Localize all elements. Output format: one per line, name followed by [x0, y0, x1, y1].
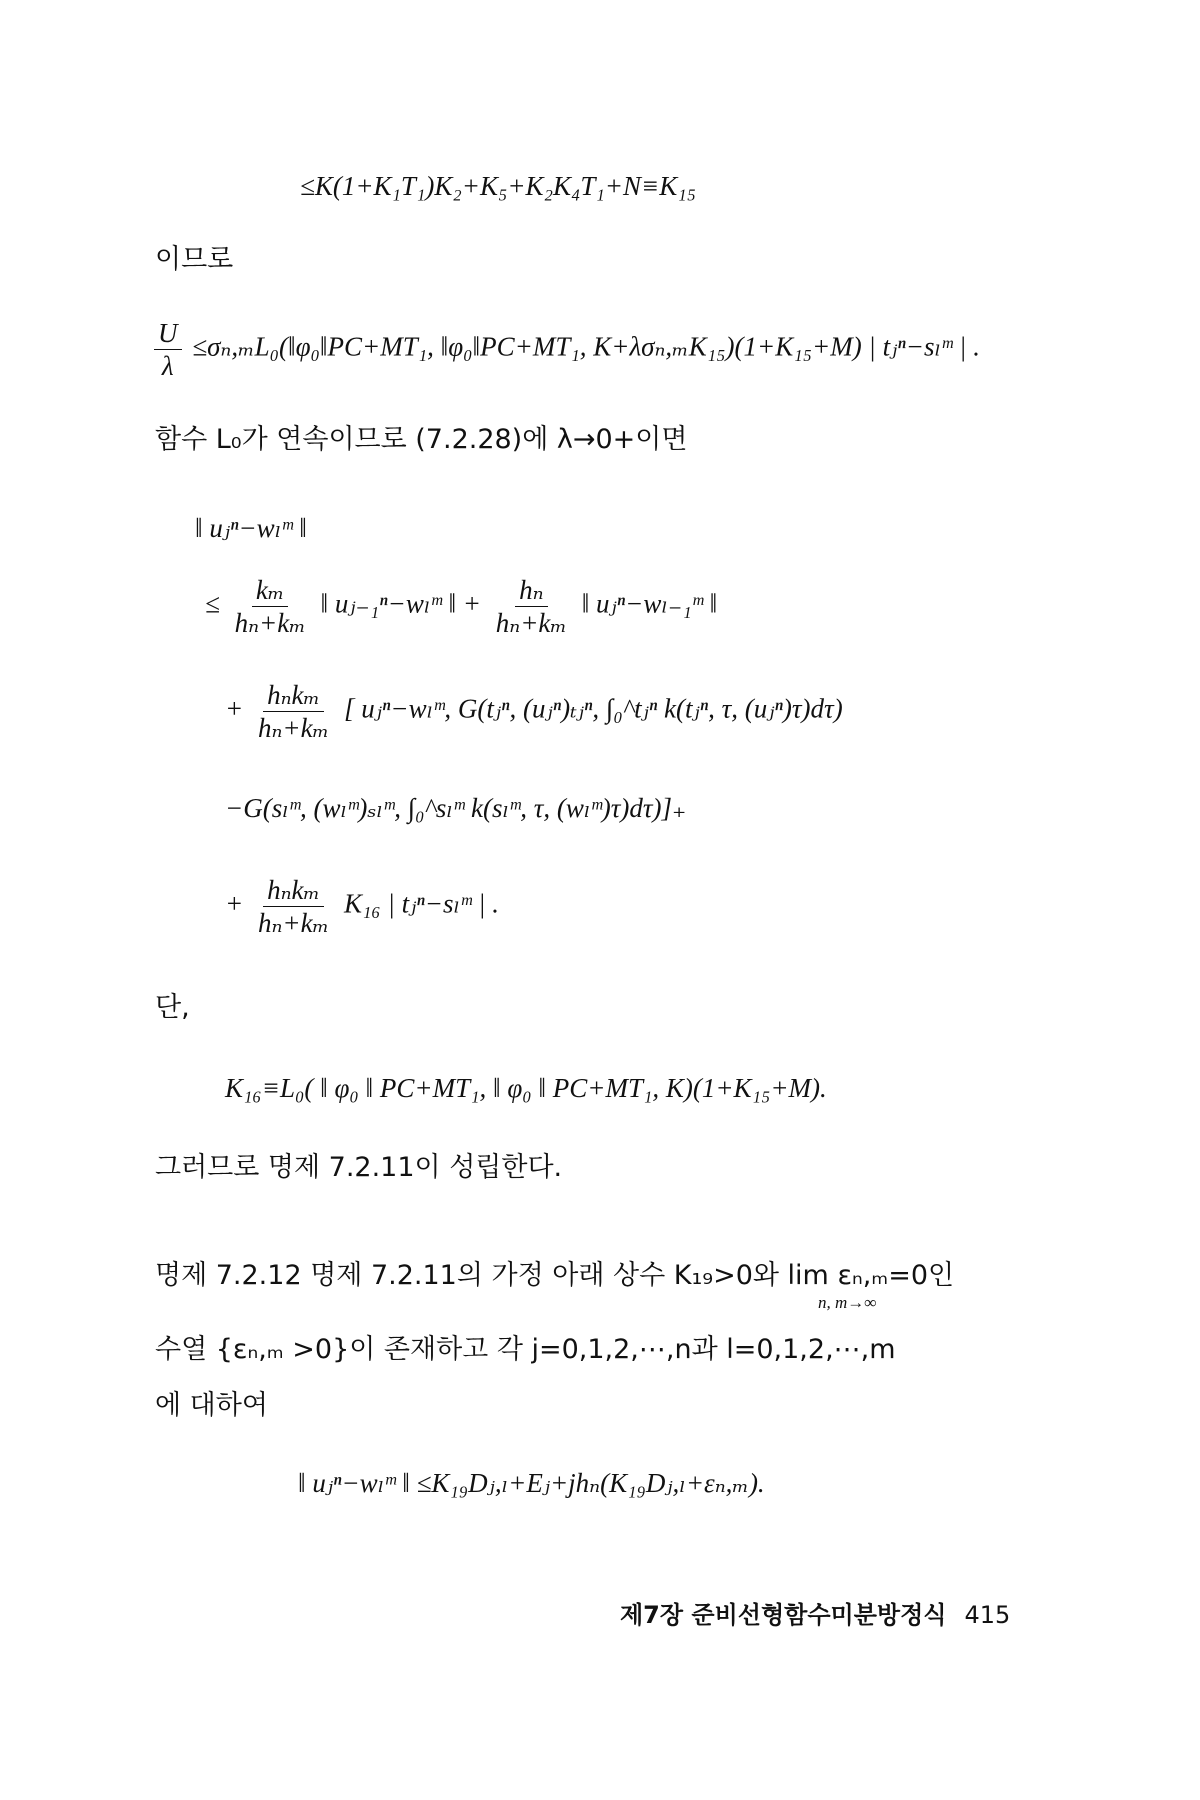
- proposition-7-2-12-heading: 명제 7.2.12 명제 7.2.11의 가정 아래 상수 K₁₉>0와 lim εₙ,ₘ=0인: [155, 1260, 955, 1291]
- norm-lhs: ‖ uⱼⁿ−wₗᵐ ‖: [195, 513, 307, 543]
- text-function-l0-continuous: 함수 L₀가 연속이므로 (7.2.28)에 λ→0+이면: [155, 424, 688, 455]
- term-1-rest: ‖ uⱼ₋₁ⁿ−wₗᵐ ‖ +: [320, 588, 481, 619]
- fraction-u-lambda: [154, 318, 182, 381]
- inequality-term-3: [225, 680, 843, 743]
- inequality-k15: ≤K(1+K₁T₁)K₂+K₅+K₂K₄T₁+N≡K₁₅: [300, 171, 696, 201]
- fraction-denominator: λ: [161, 351, 174, 381]
- leq-symbol: ≤: [205, 588, 220, 619]
- inequality-g-line: −G(sₗᵐ, (wₗᵐ)ₛₗᵐ, ∫₀^sₗᵐ k(sₗᵐ, τ, (wₗᵐ)τ)dτ)]₊: [225, 793, 687, 823]
- fraction-hn: [492, 575, 571, 638]
- fraction-denominator: hₙ+kₘ: [234, 608, 306, 638]
- fraction-denominator: hₙ+kₘ: [257, 908, 330, 938]
- term-2-rest: ‖ uⱼⁿ−wₗ₋₁ᵐ ‖: [581, 588, 718, 619]
- equation-rest: ≤σₙ,ₘL₀(‖φ₀‖PC+MT₁, ‖φ₀‖PC+MT₁, K+λσₙ,ₘK₁₅)(1+K₁₅+M) | tⱼⁿ−sₗᵐ | .: [192, 331, 980, 362]
- page-footer: [620, 1595, 1010, 1630]
- fraction-numerator: hₙkₘ: [263, 875, 324, 907]
- inequality-term-1: [205, 575, 717, 638]
- text-imeuro: 이므로: [155, 244, 234, 275]
- definition-k16: K₁₆≡L₀( ‖ φ₀ ‖ PC+MT₁, ‖ φ₀ ‖ PC+MT₁, K)(1+K₁₅+M).: [225, 1073, 827, 1103]
- fraction-denominator: hₙ+kₘ: [257, 713, 330, 743]
- footer-chapter: 제7장 준비선형함수미분방정식: [620, 1601, 947, 1629]
- text-sequence-exists: 수열 {εₙ,ₘ >0}이 존재하고 각 j=0,1,2,⋯,n과 l=0,1,2,⋯,m: [155, 1334, 896, 1365]
- text-proposition-holds: 그러므로 명제 7.2.11이 성립한다.: [155, 1152, 563, 1183]
- text-for-each: 에 대하여: [155, 1390, 268, 1421]
- plus-symbol: +: [225, 888, 244, 919]
- text-dan: 단,: [155, 992, 190, 1023]
- equation-u-over-lambda: [150, 318, 980, 381]
- page-number: 415: [964, 1601, 1011, 1629]
- fraction-numerator: hₙ: [515, 575, 547, 607]
- fraction-hnkm: [254, 680, 333, 743]
- inequality-term-4: [225, 875, 499, 938]
- plus-symbol: +: [225, 693, 244, 724]
- fraction-denominator: hₙ+kₘ: [495, 608, 567, 638]
- term-3-rest: [ uⱼⁿ−wₗᵐ, G(tⱼⁿ, (uⱼⁿ)ₜⱼⁿ, ∫₀^tⱼⁿ k(tⱼⁿ, τ, (uⱼⁿ)τ)dτ): [343, 693, 843, 724]
- fraction-hnkm: [254, 875, 333, 938]
- fraction-numerator: kₘ: [252, 575, 289, 607]
- lim-subscript: n, m→∞: [818, 1293, 877, 1312]
- fraction-numerator: hₙkₘ: [263, 680, 324, 712]
- term-4-rest: K₁₆ | tⱼⁿ−sₗᵐ | .: [343, 888, 500, 919]
- final-inequality: ‖ uⱼⁿ−wₗᵐ ‖ ≤K₁₉Dⱼ,ₗ+Eⱼ+jhₙ(K₁₉Dⱼ,ₗ+εₙ,ₘ).: [298, 1468, 765, 1498]
- fraction-numerator: U: [154, 318, 182, 350]
- fraction-km: [231, 575, 310, 638]
